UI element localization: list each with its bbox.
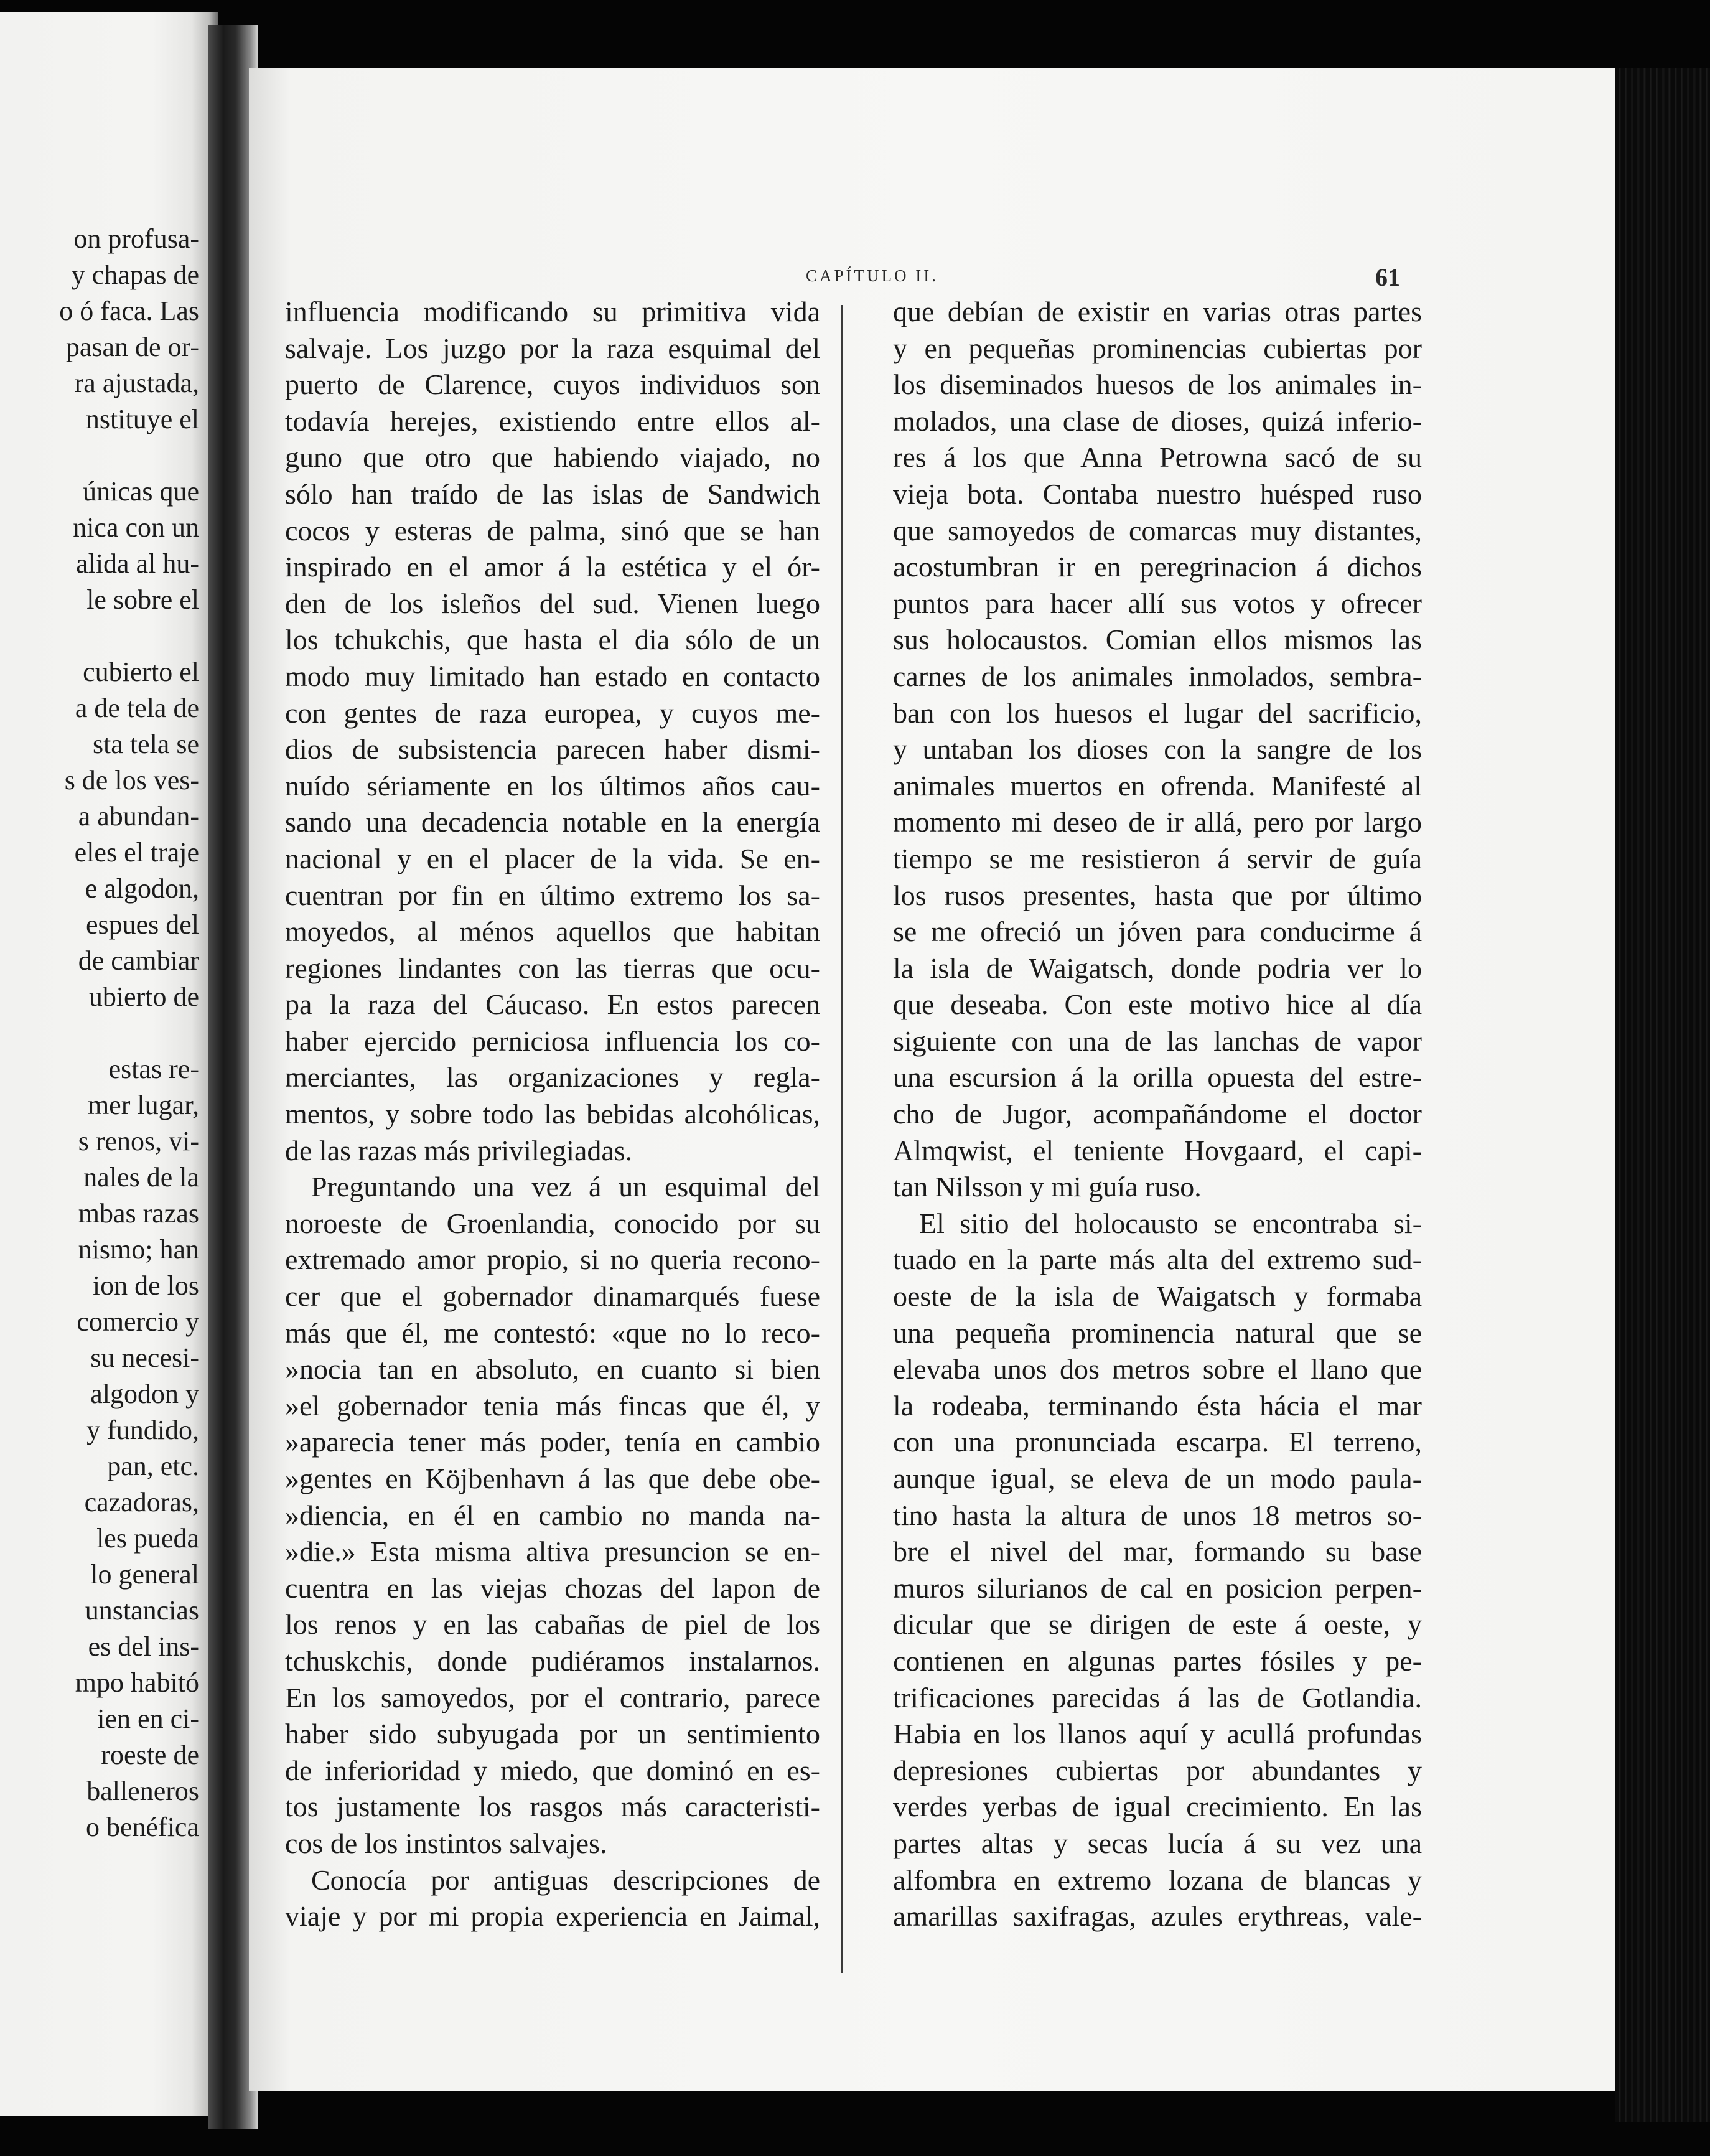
left-page-line: lo general — [90, 1559, 199, 1590]
text-line: Conocía por antiguas descripciones de — [311, 1863, 820, 1896]
text-line: res á los que Anna Petrowna sacó de su — [893, 441, 1422, 474]
left-page-line: nales de la — [83, 1162, 199, 1193]
left-page-text — [0, 221, 199, 1845]
text-line: los diseminados huesos de los animales in- — [893, 368, 1422, 401]
text-line: que samoyedos de comarcas muy distantes, — [893, 514, 1422, 546]
text-line: »el gobernador tenia más fincas que él, y — [285, 1389, 820, 1422]
text-line: carnes de los animales inmolados, sembra- — [893, 660, 1422, 692]
text-line: trificaciones parecidas á las de Gotlandia. — [893, 1681, 1422, 1713]
text-line: El sitio del holocausto se encontraba si- — [919, 1207, 1422, 1239]
text-line: cos de los instintos salvajes. — [285, 1827, 607, 1859]
left-page-line: eles el traje — [74, 837, 199, 868]
text-line: extremado amor propio, si no queria recono- — [285, 1244, 820, 1276]
text-line: la isla de Waigatsch, donde podria ver lo — [893, 952, 1422, 984]
text-line: cer que el gobernador dinamarqués fuese — [285, 1280, 820, 1313]
text-line: puntos para hacer allí sus votos y ofrecer — [893, 587, 1422, 619]
left-page-line: cubierto el — [83, 657, 199, 687]
left-page-line: on profusa- — [73, 223, 199, 254]
text-line: y en pequeñas prominencias cubiertas por — [893, 332, 1422, 364]
left-page-line: a de tela de — [75, 693, 199, 723]
left-page-line: ra ajustada, — [74, 368, 199, 398]
text-line: viaje y por mi propia experiencia en Jaimal, — [285, 1900, 820, 1933]
text-line: mentos, y sobre todo las bebidas alcohólicas, — [285, 1098, 820, 1130]
text-column-right — [893, 294, 1422, 1935]
left-page-line: pasan de or- — [65, 332, 199, 362]
text-line: Preguntando una vez á un esquimal del — [311, 1171, 820, 1203]
left-page-line: y fundido, — [86, 1415, 199, 1445]
text-line: tino hasta la altura de unos 18 metros so- — [893, 1499, 1422, 1531]
left-page-line: estas re- — [108, 1054, 199, 1084]
text-line: acostumbran ir en peregrinacion á dichos — [893, 551, 1422, 583]
left-facing-page — [0, 12, 218, 2116]
text-line: que debían de existir en varias otras partes — [893, 296, 1422, 327]
text-line: bre el nivel del mar, formando su base — [893, 1535, 1422, 1568]
text-line: cho de Jugor, acompañándome el doctor — [893, 1098, 1422, 1130]
page-number: 61 — [1375, 263, 1400, 291]
text-line: los tchukchis, que hasta el dia sólo de un — [285, 624, 820, 656]
text-line: cocos y esteras de palma, sinó que se han — [285, 514, 820, 546]
left-page-line: sta tela se — [92, 729, 199, 759]
left-page-line: e algodon, — [85, 873, 199, 904]
column-divider — [841, 305, 843, 1973]
text-line: ban con los huesos el lugar del sacrificio, — [893, 696, 1422, 729]
text-line: elevaba unos dos metros sobre el llano que — [893, 1353, 1422, 1385]
left-page-line: pan, etc. — [107, 1451, 199, 1481]
left-page-line: s de los ves- — [64, 765, 199, 795]
left-page-line: y chapas de — [71, 260, 199, 290]
text-line: nuído sériamente en los últimos años cau- — [285, 769, 820, 802]
left-page-line: a abundan- — [78, 801, 199, 832]
book-page-edges — [1615, 68, 1710, 2122]
text-line: »die.» Esta misma altiva presuncion se en- — [285, 1535, 820, 1568]
text-line: se me ofreció un jóven para conducirme á — [893, 916, 1422, 948]
text-line: regiones lindantes con las tierras que ocu- — [285, 952, 820, 984]
text-line: de inferioridad y miedo, que dominó en es- — [285, 1754, 820, 1786]
text-line: amarillas saxifragas, azules erythreas, vale- — [893, 1900, 1422, 1933]
text-line: haber sido subyugada por un sentimiento — [285, 1718, 820, 1750]
left-page-line: algodon y — [90, 1379, 199, 1409]
left-page-line: de cambiar — [78, 945, 199, 976]
text-line: sus holocaustos. Comian ellos mismos las — [893, 624, 1422, 656]
text-line: salvaje. Los juzgo por la raza esquimal del — [285, 332, 820, 364]
left-page-line: nismo; han — [78, 1234, 199, 1265]
left-page-line: espues del — [85, 909, 199, 940]
left-page-line: mbas razas — [78, 1198, 199, 1229]
text-line: muros silurianos de cal en posicion perpen- — [893, 1572, 1422, 1604]
text-line: »diencia, en él en cambio no manda na- — [285, 1499, 820, 1531]
text-line: oeste de la isla de Waigatsch y formaba — [893, 1280, 1422, 1313]
text-line: influencia modificando su primitiva vida — [285, 296, 820, 327]
text-line: pa la raza del Cáucaso. En estos parecen — [285, 988, 820, 1021]
text-line: haber ejercido perniciosa influencia los co- — [285, 1024, 820, 1057]
left-page-line: es del ins- — [88, 1631, 199, 1662]
text-line: sando una decadencia notable en la energía — [285, 806, 820, 838]
text-line: la rodeaba, terminando ésta hácia el mar — [893, 1389, 1422, 1422]
text-line: moyedos, al ménos aquellos que habitan — [285, 916, 820, 948]
text-line: siguiente con una de las lanchas de vapor — [893, 1024, 1422, 1057]
text-line: inspirado en el amor á la estética y el ór- — [285, 551, 820, 583]
text-line: En los samoyedos, por el contrario, parece — [285, 1681, 820, 1713]
left-page-line — [0, 618, 199, 654]
left-page-line: les pueda — [96, 1523, 199, 1554]
text-line: guno que otro que habiendo viajado, no — [285, 441, 820, 474]
running-head: CAPÍTULO II. — [806, 266, 938, 285]
text-line: vieja bota. Contaba nuestro huésped ruso — [893, 477, 1422, 510]
text-column-left — [285, 294, 820, 1935]
text-line: una escursion á la orilla opuesta del estre- — [893, 1061, 1422, 1094]
left-page-line: nstituye el — [85, 404, 199, 434]
left-page-line: roeste de — [101, 1740, 199, 1770]
text-line: dicular que se dirigen de este á oeste, y — [893, 1608, 1422, 1641]
text-line: los rusos presentes, hasta que por último — [893, 879, 1422, 911]
left-page-line: comercio y — [77, 1306, 199, 1337]
text-line: depresiones cubiertas por abundantes y — [893, 1754, 1422, 1786]
text-line: aunque igual, se eleva de un modo paula- — [893, 1463, 1422, 1494]
text-line: animales muertos en ofrenda. Manifesté al — [893, 769, 1422, 802]
text-line: una pequeña prominencia natural que se — [893, 1316, 1422, 1349]
text-line: tos justamente los rasgos más caracteristi- — [285, 1791, 820, 1823]
text-line: contienen en algunas partes fósiles y pe- — [893, 1644, 1422, 1677]
left-page-line: balleneros — [86, 1776, 199, 1806]
left-page-line — [0, 438, 199, 474]
text-line: que deseaba. Con este motivo hice al día — [893, 988, 1422, 1021]
right-page — [249, 68, 1615, 2091]
left-page-line: su necesi- — [90, 1343, 199, 1373]
text-line: partes altas y secas lucía á su vez una — [893, 1827, 1422, 1859]
text-line: puerto de Clarence, cuyos individuos son — [285, 368, 820, 401]
text-line: tan Nilsson y mi guía ruso. — [893, 1171, 1202, 1203]
text-line: tchuskchis, donde pudiéramos instalarnos. — [285, 1644, 820, 1677]
text-line: con una pronunciada escarpa. El terreno, — [893, 1426, 1422, 1458]
text-line: momento mi deseo de ir allá, pero por largo — [893, 806, 1422, 838]
left-page-line: le sobre el — [86, 584, 199, 615]
left-page-line: alida al hu- — [76, 548, 199, 579]
text-line: noroeste de Groenlandia, conocido por su — [285, 1207, 820, 1239]
left-page-line: o benéfica — [86, 1812, 199, 1842]
text-line: los renos y en las cabañas de piel de los — [285, 1608, 820, 1641]
text-line: cuentran por fin en último extremo los sa- — [285, 879, 820, 911]
left-page-line — [0, 1015, 199, 1051]
text-line: de las razas más privilegiadas. — [285, 1134, 633, 1166]
text-line: »aparecia tener más poder, tenía en cambio — [285, 1426, 820, 1458]
text-line: con gentes de raza europea, y cuyos me- — [285, 696, 820, 729]
left-page-line: ien en ci- — [97, 1704, 199, 1734]
text-line: más que él, me contestó: «que no lo reco- — [285, 1316, 820, 1349]
text-line: sólo han traído de las islas de Sandwich — [285, 477, 820, 510]
text-line: todavía herejes, existiendo entre ellos al- — [285, 405, 820, 437]
text-line: »nocia tan en absoluto, en cuanto si bien — [285, 1353, 820, 1385]
text-line: merciantes, las organizaciones y regla- — [285, 1061, 820, 1094]
left-page-line: mpo habitó — [75, 1667, 199, 1698]
text-line: modo muy limitado han estado en contacto — [285, 660, 820, 692]
left-page-line: unstancias — [85, 1595, 199, 1626]
text-line: »gentes en Köjbenhavn á las que debe obe- — [285, 1463, 820, 1494]
text-line: alfombra en extremo lozana de blancas y — [893, 1863, 1422, 1896]
left-page-line: ion de los — [92, 1270, 199, 1301]
text-line: den de los isleños del sud. Vienen luego — [285, 587, 820, 619]
left-page-line: cazadoras, — [84, 1487, 199, 1517]
text-line: molados, una clase de dioses, quizá inferio- — [893, 405, 1422, 437]
left-page-line: mer lugar, — [87, 1090, 199, 1120]
text-line: Almqwist, el teniente Hovgaard, el capi- — [893, 1134, 1422, 1166]
left-page-line: nica con un — [73, 512, 199, 543]
text-line: y untaban los dioses con la sangre de los — [893, 733, 1422, 766]
text-line: nacional y en el placer de la vida. Se en- — [285, 842, 820, 874]
left-page-line: ubierto de — [88, 982, 199, 1012]
text-line: tiempo se me resistieron á servir de guía — [893, 842, 1422, 874]
text-line: verdes yerbas de igual crecimiento. En las — [893, 1791, 1422, 1823]
text-line: dios de subsistencia parecen haber dismi- — [285, 733, 820, 766]
text-line: cuentra en las viejas chozas del lapon de — [285, 1572, 820, 1604]
left-page-line: o ó faca. Las — [59, 296, 199, 326]
left-page-line: s renos, vi- — [78, 1126, 199, 1156]
left-page-line: únicas que — [83, 476, 199, 507]
text-line: tuado en la parte más alta del extremo sud- — [893, 1244, 1422, 1276]
text-line: Habia en los llanos aquí y acullá profundas — [893, 1718, 1422, 1750]
